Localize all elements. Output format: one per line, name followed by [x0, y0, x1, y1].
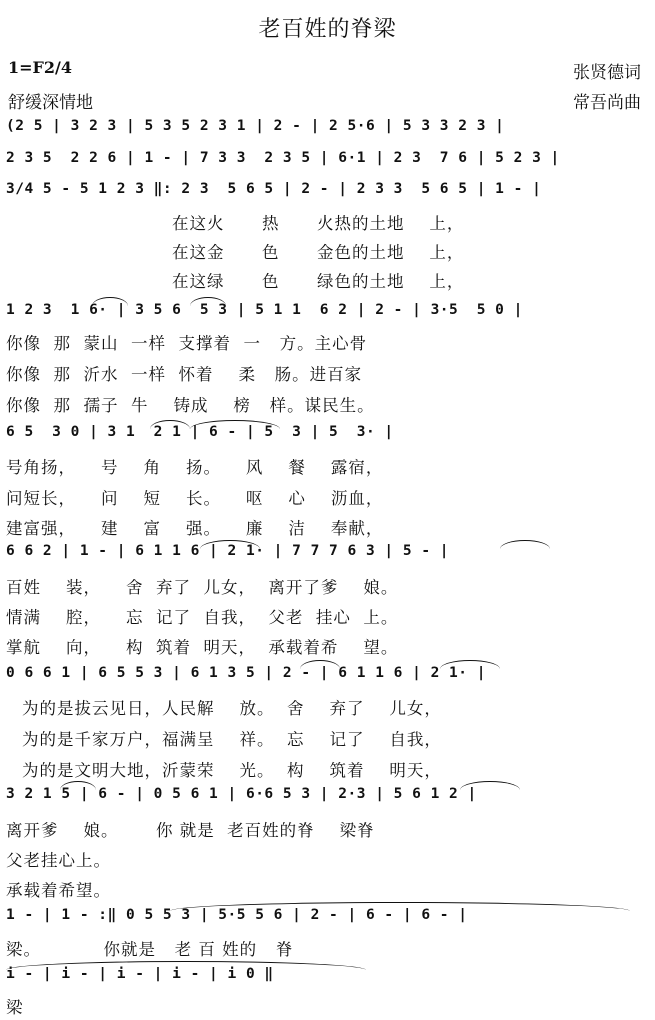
- notation-row: 0 6 6 1 | 6 5 5 3 | 6 1 3 5 | 2 - | 6 1 1 6 | 2 1· |: [6, 665, 486, 681]
- lyric-row: 掌航 向， 构 筑着 明天， 承载着希 望。: [6, 638, 399, 657]
- notation-row: 1 - | 1 - :‖ 0 5 5 3 | 5·5 5 6 | 2 - | 6 - | 6 - |: [6, 907, 468, 923]
- notation-row: 2 3 5 2 2 6 | 1 - | 7 3 3 2 3 5 | 6·1 | 2 3 7 6 | 5 2 3 |: [6, 150, 560, 166]
- notation-row: (2 5 | 3 2 3 | 5 3 5 2 3 1 | 2 - | 2 5·6 | 5 3 3 2 3 |: [6, 118, 505, 134]
- lyric-row: 在这金 色 金色的土地 上，: [172, 243, 465, 262]
- lyric-row: 号角扬， 号 角 扬。 风 餐 露宿，: [6, 458, 384, 477]
- song-title: 老百姓的脊梁: [258, 17, 397, 42]
- slur-mark: [190, 420, 280, 429]
- slur-mark: [190, 297, 226, 306]
- lyric-row: 承载着希望。: [6, 881, 111, 900]
- lyric-row: 离开爹 娘。 你 就是 老百姓的脊 梁脊: [6, 821, 375, 840]
- notation-row: 3/4 5 - 5 1 2 3 ‖: 2 3 5 6 5 | 2 - | 2 3 3 5 6 5 | 1 - |: [6, 181, 542, 197]
- slur-mark: [200, 540, 260, 549]
- lyric-row: 梁。 你就是 老 百 姓的 脊: [6, 940, 294, 959]
- notation-row: 6 6 2 | 1 - | 6 1 1 6 | 2 1· | 7 7 7 6 3 | 5 - |: [6, 543, 450, 559]
- lyric-row: 父老挂心上。: [6, 851, 111, 870]
- lyric-row: 为的是文明大地，沂蒙荣 光。 构 筑着 明天，: [22, 761, 442, 780]
- lyric-row: 情满 腔， 忘 记了 自我， 父老 挂心 上。: [6, 608, 399, 627]
- lyric-row: 在这绿 色 绿色的土地 上，: [172, 272, 465, 291]
- notation-row: 1 2 3 1 6· | 3 5 6 5 3 | 5 1 1 6 2 | 2 - | 3·5 5 0 |: [6, 302, 523, 318]
- notation-row: 6 5 3 0 | 3 1 2 1 | 6 - | 5 3 | 5 3· |: [6, 424, 394, 440]
- lyric-row: 建富强， 建 富 强。 廉 洁 奉献，: [6, 519, 384, 538]
- slur-mark: [150, 420, 190, 429]
- lyric-row: 你像 那 沂水 一样 怀着 柔 肠。进百家: [6, 365, 363, 384]
- lyric-row: 为的是拔云见日，人民解 放。 舍 弃了 儿女，: [22, 699, 442, 718]
- slur-mark: [170, 902, 630, 911]
- slur-mark: [6, 961, 366, 970]
- lyric-row: 为的是千家万户，福满呈 祥。 忘 记了 自我，: [22, 730, 442, 749]
- slur-mark: [440, 660, 500, 669]
- key-signature: 1=F2/4: [8, 58, 73, 77]
- lyric-row: 问短长， 问 短 长。 呕 心 沥血，: [6, 489, 384, 508]
- notation-row: 3 2 1 5 | 6 - | 0 5 6 1 | 6·6 5 3 | 2·3 | 5 6 1 2 |: [6, 786, 477, 802]
- lyric-row: 百姓 装， 舍 弃了 儿女， 离开了爹 娘。: [6, 578, 399, 597]
- lyric-row: 你像 那 孺子 牛 铸成 榜 样。谋民生。: [6, 396, 375, 415]
- composer-credit: 常吾尚曲: [573, 93, 641, 113]
- slur-mark: [300, 660, 340, 669]
- tempo-marking: 舒缓深情地: [8, 93, 93, 113]
- lyric-row: 梁: [6, 998, 24, 1017]
- slur-mark: [500, 540, 550, 549]
- lyric-row: 你像 那 蒙山 一样 支撑着 一 方。主心骨: [6, 334, 368, 353]
- lyricist-credit: 张贤德词: [573, 63, 641, 83]
- slur-mark: [92, 297, 128, 306]
- notation-row: i - | i - | i - | i - | i 0 ‖: [6, 966, 274, 982]
- lyric-row: 在这火 热 火热的土地 上，: [172, 214, 465, 233]
